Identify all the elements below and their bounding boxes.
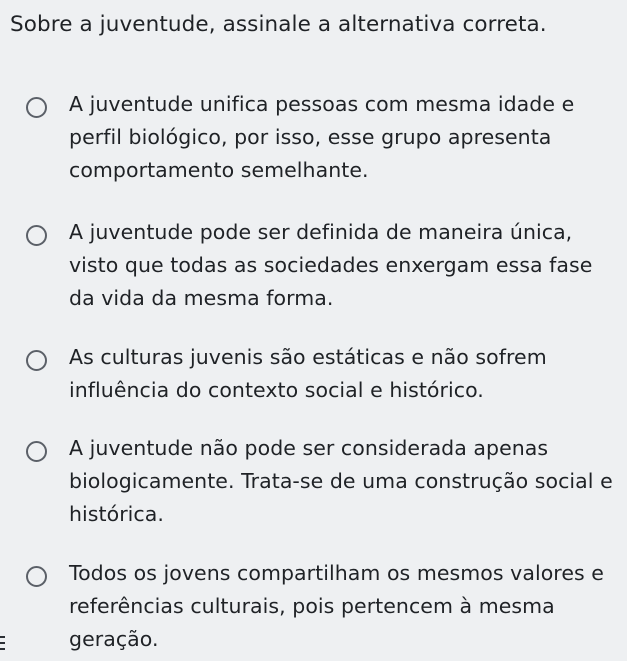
option-5-label: Todos os jovens compartilham os mesmos valores e referências culturais, pois pertencem à mesma geração.	[69, 561, 604, 651]
radio-button-4[interactable]	[26, 441, 47, 462]
option-1-label: A juventude unifica pessoas com mesma idade e perfil biológico, por isso, esse grupo apresenta comportamento semelhante.	[69, 92, 575, 182]
radio-button-2[interactable]	[26, 225, 47, 246]
radio-button-1[interactable]	[26, 97, 47, 118]
option-4-label: A juventude não pode ser considerada apenas biologicamente. Trata-se de uma construção social e histórica.	[69, 436, 613, 526]
radio-button-3[interactable]	[26, 350, 47, 371]
side-marker	[0, 636, 5, 650]
option-3-label: As culturas juvenis são estáticas e não sofrem influência do contexto social e histórico.	[69, 345, 547, 402]
radio-button-5[interactable]	[26, 566, 47, 587]
option-2-label: A juventude pode ser definida de maneira única, visto que todas as sociedades enxergam essa fase da vida da mesma forma.	[69, 220, 593, 310]
question-text: Sobre a juventude, assinale a alternativa correta.	[10, 12, 547, 37]
